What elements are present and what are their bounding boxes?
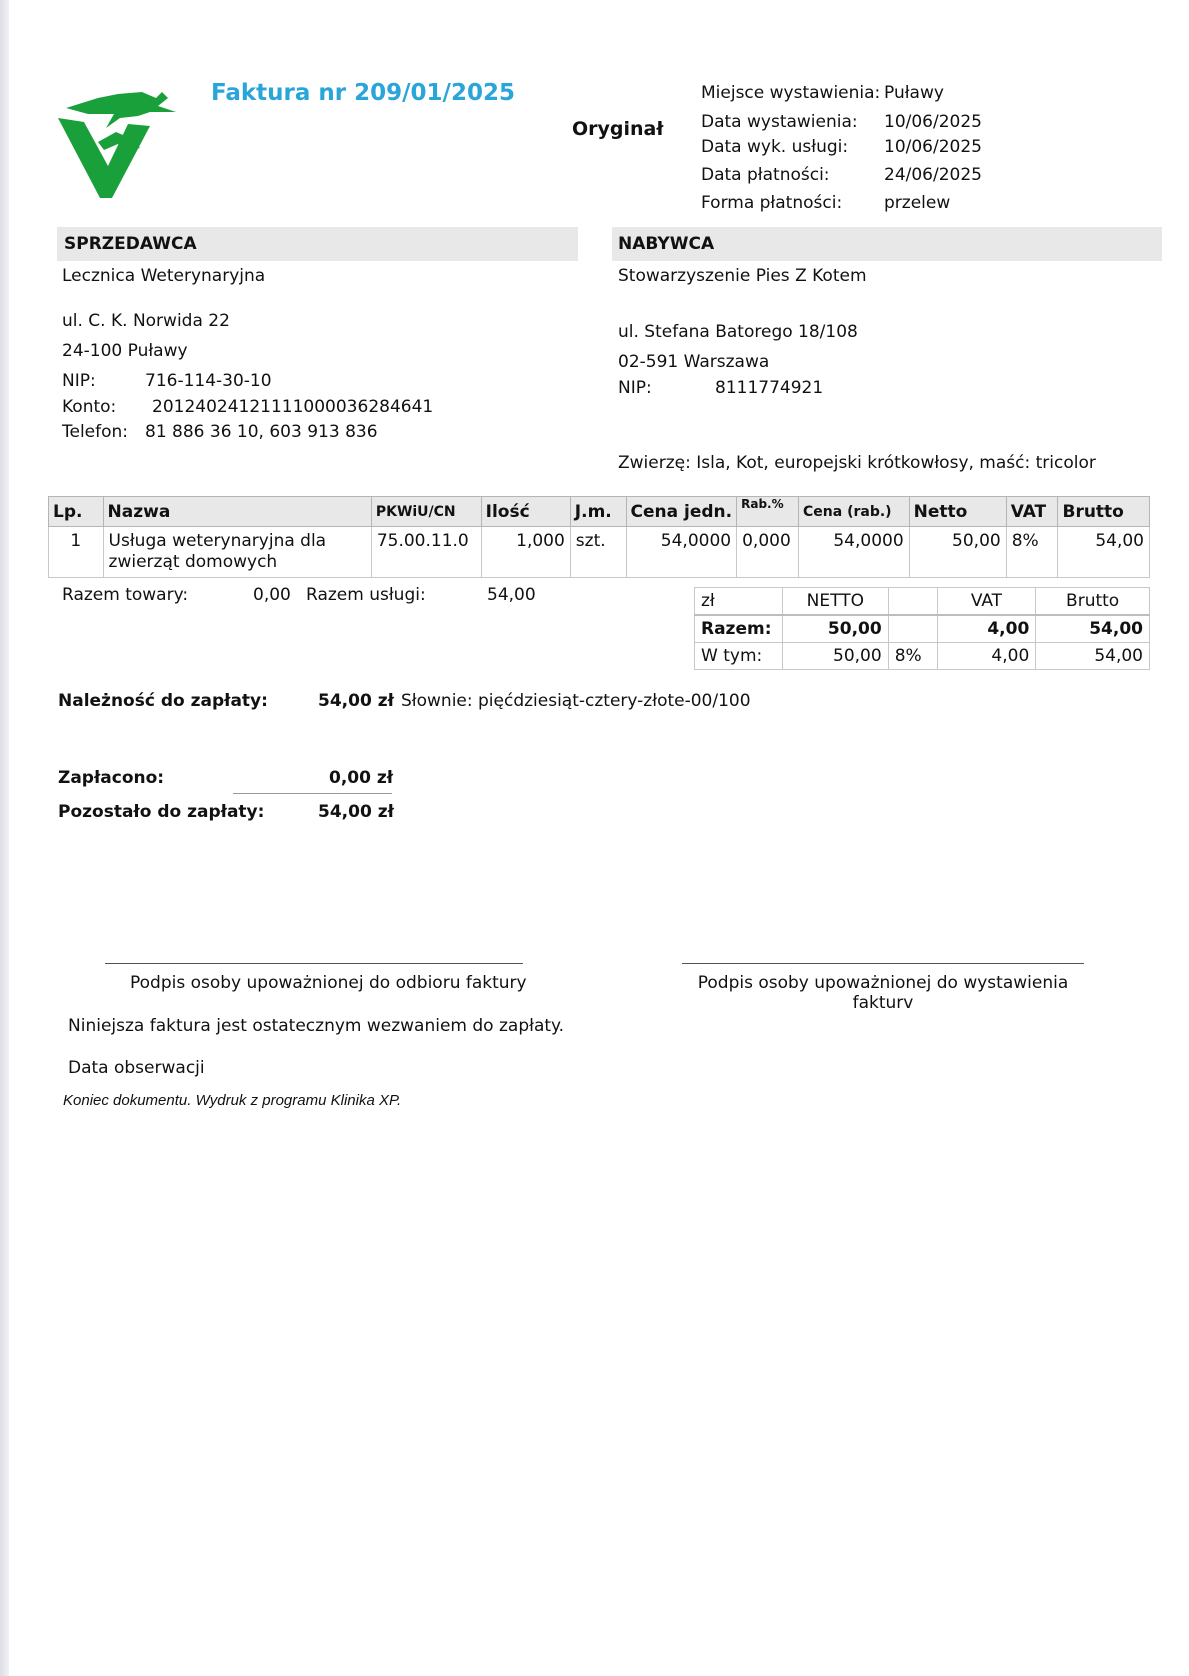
buyer-nip: 8111774921 bbox=[715, 378, 824, 398]
seller-account: 20124024121111000036284641 bbox=[152, 397, 434, 417]
col-netto: Netto bbox=[909, 497, 1006, 527]
row-unit-price: 54,0000 bbox=[626, 527, 737, 578]
page-edge bbox=[0, 0, 9, 1676]
col-brutto: Brutto bbox=[1058, 497, 1150, 527]
paid-label: Zapłacono: bbox=[58, 768, 165, 788]
document-footer: Koniec dokumentu. Wydruk z programu Klinika XP. bbox=[63, 1092, 402, 1109]
seller-heading: SPRZEDAWCA bbox=[64, 234, 197, 254]
buyer-nip-label: NIP: bbox=[618, 378, 652, 398]
col-unit-price: Cena jedn. bbox=[626, 497, 737, 527]
row-qty: 1,000 bbox=[481, 527, 570, 578]
row-brutto: 54,00 bbox=[1058, 527, 1150, 578]
seller-phone-label: Telefon: bbox=[62, 422, 129, 442]
seller-nip: 716-114-30-10 bbox=[145, 371, 272, 391]
totals-breakdown-vat: 4,00 bbox=[937, 643, 1036, 670]
row-unit: szt. bbox=[570, 527, 626, 578]
remaining-value: 54,00 zł bbox=[318, 802, 394, 822]
seller-street: ul. C. K. Norwida 22 bbox=[62, 311, 230, 331]
totals-breakdown-label: W tym: bbox=[695, 643, 783, 670]
seller-account-label: Konto: bbox=[62, 397, 117, 417]
totals-breakdown-netto: 50,00 bbox=[782, 643, 888, 670]
items-header-row bbox=[49, 497, 1150, 527]
issuer-signature-line bbox=[682, 963, 1084, 964]
place-label: Miejsce wystawienia: bbox=[701, 83, 881, 103]
payment-date-label: Data płatności: bbox=[701, 165, 830, 185]
col-name: Nazwa bbox=[103, 497, 371, 527]
col-unit: J.m. bbox=[570, 497, 626, 527]
buyer-street: ul. Stefana Batorego 18/108 bbox=[618, 322, 858, 342]
totals-sum-row bbox=[695, 615, 1150, 643]
remaining-label: Pozostało do zapłaty: bbox=[58, 802, 265, 822]
col-discount-price: Cena (rab.) bbox=[799, 497, 910, 527]
totals-breakdown-rate: 8% bbox=[888, 643, 937, 670]
totals-breakdown-row bbox=[695, 643, 1150, 670]
services-total-label: Razem usługi: bbox=[306, 585, 426, 605]
col-vat: VAT bbox=[1006, 497, 1058, 527]
totals-vat-head: VAT bbox=[937, 588, 1036, 616]
issuer-caption-line2: fakturv bbox=[852, 993, 914, 1013]
buyer-animal: Zwierzę: Isla, Kot, europejski krótkowłosy, maść: tricolor bbox=[618, 453, 1096, 473]
issue-date-label: Data wystawienia: bbox=[701, 112, 858, 132]
payment-form-label: Forma płatności: bbox=[701, 193, 843, 213]
paid-underline bbox=[233, 793, 392, 794]
invoice-title: Faktura nr 209/01/2025 bbox=[211, 80, 515, 106]
seller-phone: 81 886 36 10, 603 913 836 bbox=[145, 422, 378, 442]
col-lp: Lp. bbox=[49, 497, 104, 527]
seller-name: Lecznica Weterynaryjna bbox=[62, 266, 266, 286]
totals-breakdown-brutto: 54,00 bbox=[1036, 643, 1150, 670]
row-name-line2: zwierząt domowych bbox=[108, 552, 278, 572]
totals-sum-label: Razem: bbox=[695, 615, 783, 643]
row-netto: 50,00 bbox=[909, 527, 1006, 578]
totals-netto-head: NETTO bbox=[782, 588, 888, 616]
vat-totals-table bbox=[694, 587, 1150, 670]
seller-nip-label: NIP: bbox=[62, 371, 96, 391]
service-date-label: Data wyk. usługi: bbox=[701, 137, 849, 157]
place-value: Puławy bbox=[884, 83, 944, 103]
goods-total-value: 0,00 bbox=[253, 585, 291, 605]
row-name bbox=[103, 527, 371, 578]
row-lp: 1 bbox=[49, 527, 104, 578]
issuer-caption-line1: Podpis osoby upoważnionej do wystawienia bbox=[697, 973, 1069, 993]
service-date-value: 10/06/2025 bbox=[884, 137, 982, 157]
col-pkwiu: PKWiU/CN bbox=[371, 497, 481, 527]
buyer-name: Stowarzyszenie Pies Z Kotem bbox=[618, 266, 867, 286]
col-discount: Rab.% bbox=[737, 497, 799, 527]
amount-due-label: Należność do zapłaty: bbox=[58, 691, 268, 711]
issue-date-value: 10/06/2025 bbox=[884, 112, 982, 132]
totals-sum-brutto: 54,00 bbox=[1036, 615, 1150, 643]
row-discount: 0,000 bbox=[737, 527, 799, 578]
issuer-signature-caption bbox=[682, 973, 1084, 1013]
row-discount-price: 54,0000 bbox=[799, 527, 910, 578]
payment-form-value: przelew bbox=[884, 193, 951, 213]
paid-value: 0,00 zł bbox=[329, 768, 394, 788]
col-qty: Ilość bbox=[481, 497, 570, 527]
goods-total-label: Razem towary: bbox=[62, 585, 189, 605]
observation-date: Data obserwacji bbox=[68, 1058, 205, 1078]
totals-rate-head bbox=[888, 588, 937, 616]
seller-city: 24-100 Puławy bbox=[62, 341, 188, 361]
final-notice: Niniejsza faktura jest ostatecznym wezwaniem do zapłaty. bbox=[68, 1016, 565, 1036]
totals-sum-rate bbox=[888, 615, 937, 643]
buyer-heading: NABYWCA bbox=[618, 234, 715, 254]
row-name-line1: Usługa weterynaryjna dla bbox=[108, 531, 327, 551]
clinic-logo-icon bbox=[58, 88, 184, 202]
receiver-signature-line bbox=[105, 963, 523, 964]
amount-due-value: 54,00 zł bbox=[318, 691, 394, 711]
buyer-city: 02-591 Warszawa bbox=[618, 352, 770, 372]
totals-brutto-head: Brutto bbox=[1036, 588, 1150, 616]
copy-label: Oryginał bbox=[572, 118, 664, 140]
services-total-value: 54,00 bbox=[487, 585, 536, 605]
totals-sum-netto: 50,00 bbox=[782, 615, 888, 643]
payment-date-value: 24/06/2025 bbox=[884, 165, 982, 185]
amount-in-words: Słownie: pięćdziesiąt-cztery-złote-00/100 bbox=[401, 691, 751, 711]
totals-header-row bbox=[695, 588, 1150, 616]
row-vat: 8% bbox=[1006, 527, 1058, 578]
table-row bbox=[49, 527, 1150, 578]
totals-sum-vat: 4,00 bbox=[937, 615, 1036, 643]
receiver-signature-caption: Podpis osoby upoważnionej do odbioru faktury bbox=[130, 973, 527, 993]
totals-currency: zł bbox=[695, 588, 783, 616]
items-table bbox=[48, 496, 1150, 578]
row-pkwiu: 75.00.11.0 bbox=[371, 527, 481, 578]
